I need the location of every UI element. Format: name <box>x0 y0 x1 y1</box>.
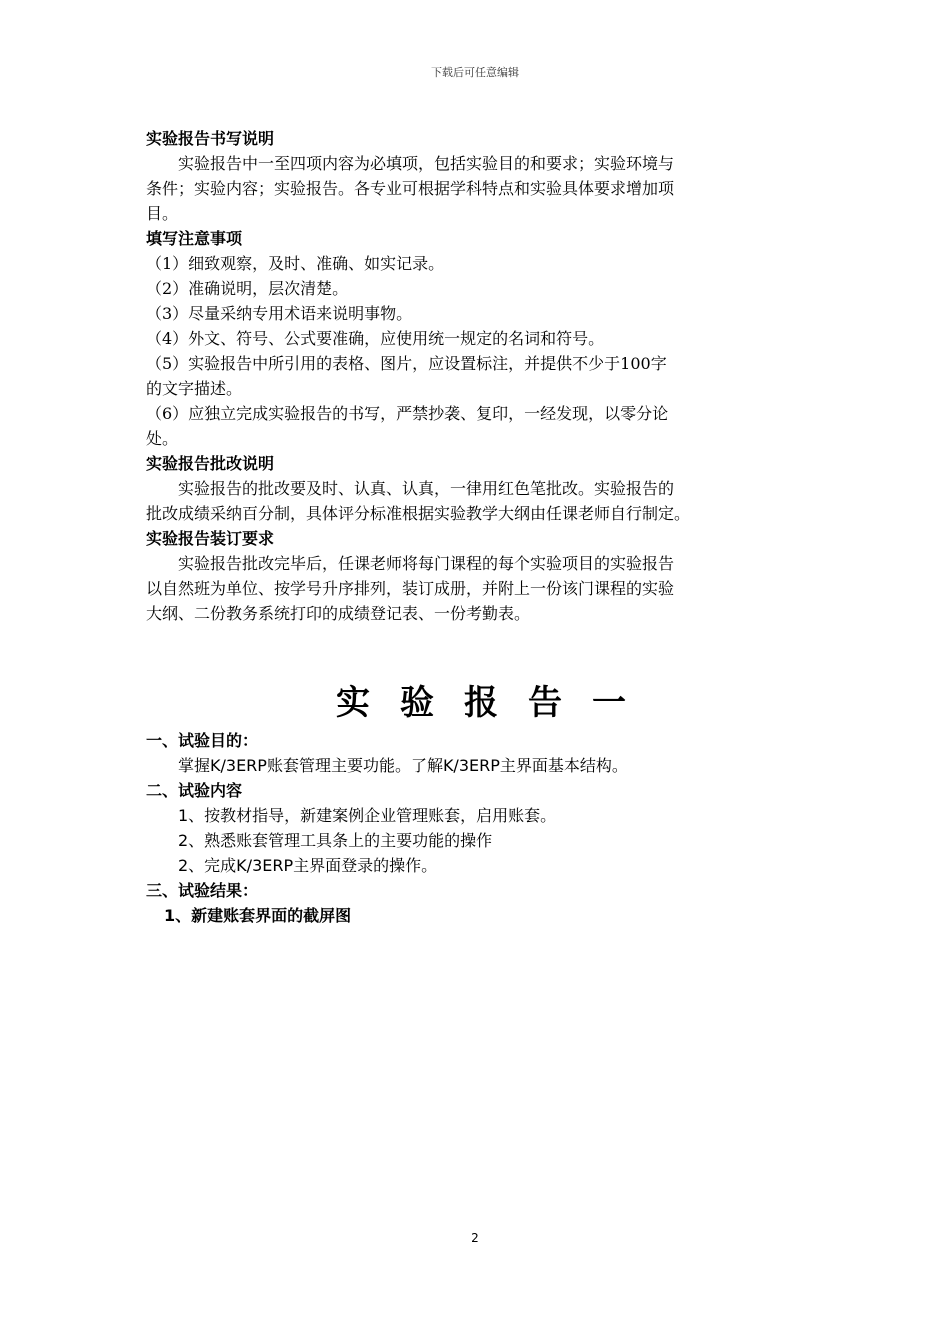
notes-line: （3）尽量采纳专用术语来说明事物。 <box>146 304 413 323</box>
document-body <box>146 126 816 928</box>
notes-heading: 填写注意事项 <box>146 229 243 248</box>
result-item: 1、新建账套界面的截屏图 <box>164 906 352 925</box>
grading-line: 批改成绩采纳百分制，具体评分标准根据实验教学大纲由任课老师自行制定。 <box>146 504 691 523</box>
notes-line: 的文字描述。 <box>146 379 243 398</box>
grading-heading: 实验报告批改说明 <box>146 454 275 473</box>
content-item: 2、完成K/3ERP主界面登录的操作。 <box>178 856 438 875</box>
instructions-line: 实验报告中一至四项内容为必填项，包括实验目的和要求；实验环境与 <box>178 154 675 173</box>
grading-line: 实验报告的批改要及时、认真、认真，一律用红色笔批改。实验报告的 <box>178 479 675 498</box>
report-title: 实验报告一 <box>336 683 656 723</box>
notes-line: （1）细致观察，及时、准确、如实记录。 <box>146 254 445 273</box>
page-number: 2 <box>471 1231 479 1245</box>
binding-line: 大纲、二份教务系统打印的成绩登记表、一份考勤表。 <box>146 604 531 623</box>
notes-line: （4）外文、符号、公式要准确，应使用统一规定的名词和符号。 <box>146 329 605 348</box>
notes-line: （5）实验报告中所引用的表格、图片，应设置标注，并提供不少于100字 <box>146 354 667 373</box>
notes-line: （6）应独立完成实验报告的书写，严禁抄袭、复印，一经发现，以零分论 <box>146 404 669 423</box>
instructions-line: 目。 <box>146 204 179 223</box>
binding-heading: 实验报告装订要求 <box>146 529 275 548</box>
result-heading: 三、试验结果： <box>146 881 259 900</box>
notes-line: 处。 <box>146 429 179 448</box>
page-header-note: 下载后可任意编辑 <box>431 66 519 79</box>
notes-line: （2）准确说明，层次清楚。 <box>146 279 349 298</box>
content-heading: 二、试验内容 <box>146 781 243 800</box>
content-item: 1、按教材指导，新建案例企业管理账套，启用账套。 <box>178 806 557 825</box>
instructions-line: 条件；实验内容；实验报告。各专业可根据学科特点和实验具体要求增加项 <box>146 179 675 198</box>
purpose-text: 掌握K/3ERP账套管理主要功能。了解K/3ERP主界面基本结构。 <box>178 756 628 775</box>
binding-line: 实验报告批改完毕后，任课老师将每门课程的每个实验项目的实验报告 <box>178 554 675 573</box>
purpose-heading: 一、试验目的： <box>146 731 259 750</box>
content-item: 2、熟悉账套管理工具条上的主要功能的操作 <box>178 831 493 850</box>
instructions-heading: 实验报告书写说明 <box>146 129 275 148</box>
binding-line: 以自然班为单位、按学号升序排列，装订成册，并附上一份该门课程的实验 <box>146 579 675 598</box>
